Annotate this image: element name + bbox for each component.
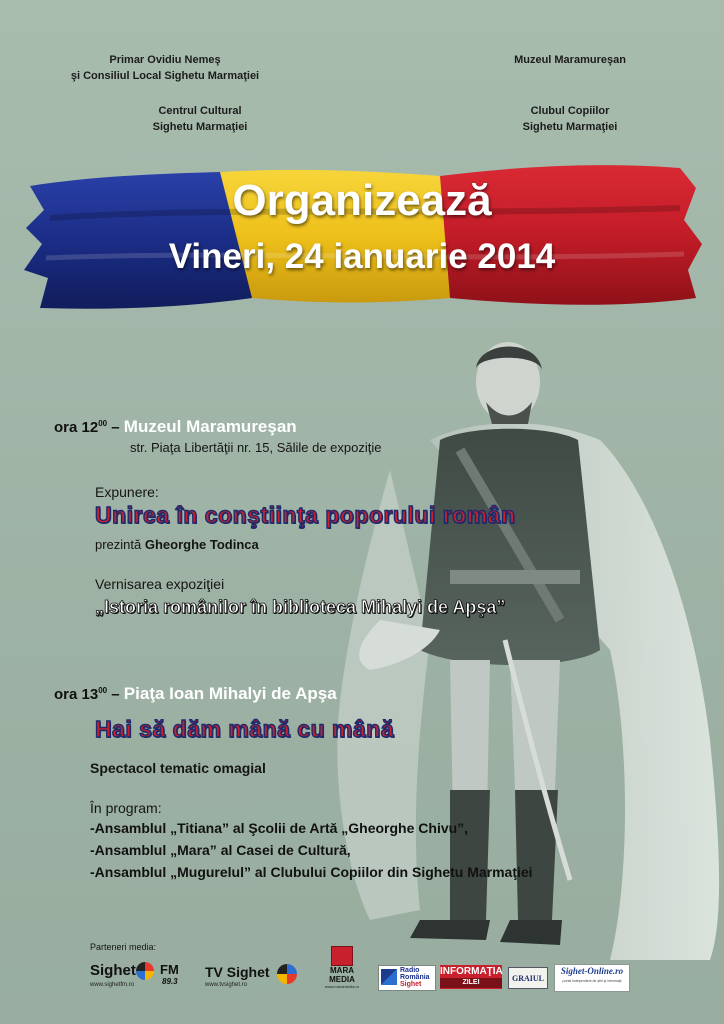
event1-vernisaj-label: Vernisarea expoziţiei bbox=[95, 576, 225, 592]
organizer-cultural-line2: Sighetu Marmaţiei bbox=[152, 121, 248, 133]
radio-romania-line1: Radio bbox=[400, 967, 420, 974]
tv-sighet-name: TV Sighet bbox=[205, 964, 270, 980]
event1-address: str. Piaţa Libertăţii nr. 15, Sălile de expoziţie bbox=[130, 440, 382, 455]
sighet-fm-name: Sighet bbox=[90, 962, 136, 979]
mara-media-logo bbox=[322, 946, 362, 992]
event1-expo-label: Expunere: bbox=[95, 484, 159, 500]
sighet-online-name: Sighet-Online.ro bbox=[560, 966, 624, 976]
event2-time bbox=[54, 684, 337, 704]
event2-dash: – bbox=[107, 686, 124, 703]
sighet-fm-icon bbox=[136, 962, 154, 980]
event1-expo-title: Unirea în conştiinţa poporului român bbox=[95, 502, 516, 528]
radio-romania-logo bbox=[378, 965, 436, 991]
informatia-line1: INFORMAŢIA bbox=[440, 966, 503, 977]
organizer-club-line2: Sighetu Marmaţiei bbox=[522, 121, 618, 133]
sighet-fm-url: www.sighetfm.ro bbox=[90, 982, 135, 988]
organizer-mayor bbox=[40, 52, 290, 84]
radio-romania-line3: Sighet bbox=[400, 981, 422, 988]
partners-label: Parteneri media: bbox=[90, 942, 157, 952]
organizer-museum bbox=[480, 52, 660, 68]
organizer-childrens-club bbox=[480, 103, 660, 135]
organizer-club-line1: Clubul Copiilor bbox=[530, 105, 610, 117]
sighet-fm-freq: 89.3 bbox=[162, 977, 178, 986]
organizer-museum-line: Muzeul Maramureşan bbox=[514, 54, 626, 66]
event1-time-sup: 00 bbox=[98, 419, 108, 428]
event2-time-prefix: ora 13 bbox=[54, 686, 99, 703]
event1-vernisaj-title: „Istoria românilor în biblioteca Mihalyi de Apşa” bbox=[95, 597, 506, 617]
event2-place: Piaţa Ioan Mihalyi de Apşa bbox=[123, 684, 337, 703]
mara-media-line2: MEDIA bbox=[329, 975, 355, 984]
event1-presenter: Gheorghe Todinca bbox=[144, 537, 259, 552]
organizer-cultural-line1: Centrul Cultural bbox=[158, 105, 242, 117]
sighet-online-tag: portal independent de ştiri şi informaţii bbox=[562, 979, 622, 983]
mara-media-icon bbox=[331, 946, 353, 966]
graiul-name: GRAIUL bbox=[511, 974, 544, 983]
event1-presenter-prefix: prezintă bbox=[95, 537, 145, 552]
mara-media-url: www.maramedia.ro bbox=[324, 984, 360, 989]
tv-sighet-url: www.tvsighet.ro bbox=[205, 982, 248, 988]
program-item: -Ansamblul „Mugurelul” al Clubului Copiilor din Sighetu Marmaţiei bbox=[90, 864, 533, 880]
event1-time bbox=[54, 417, 297, 437]
event2-time-sup: 00 bbox=[98, 686, 108, 695]
informatia-line2: ZILEI bbox=[440, 978, 502, 988]
organizer-mayor-line2: şi Consiliul Local Sighetu Marmaţiei bbox=[70, 70, 260, 82]
radio-romania-icon bbox=[381, 969, 397, 985]
event1-time-prefix: ora 12 bbox=[54, 419, 99, 436]
program-item: -Ansamblul „Mara” al Casei de Cultură, bbox=[90, 842, 351, 858]
graiul-logo bbox=[508, 967, 548, 989]
sighet-fm-fm: FM bbox=[160, 962, 179, 977]
sighet-fm-logo bbox=[90, 962, 190, 992]
tv-sighet-logo bbox=[205, 964, 305, 992]
event2-title: Hai să dăm mână cu mână bbox=[95, 716, 395, 742]
mara-media-line1: MARA bbox=[330, 966, 354, 975]
event2-program-label: În program: bbox=[90, 800, 162, 816]
tv-sighet-icon bbox=[277, 964, 297, 984]
event1-dash: – bbox=[107, 419, 124, 436]
organizer-mayor-line1: Primar Ovidiu Nemeş bbox=[109, 54, 221, 66]
banner-date: Vineri, 24 ianuarie 2014 bbox=[168, 237, 556, 276]
banner-title: Organizează bbox=[232, 176, 492, 225]
informatia-zilei-logo bbox=[440, 965, 502, 989]
radio-romania-line2: România bbox=[400, 974, 430, 981]
event1-presenter-line bbox=[95, 537, 259, 552]
event2-subtitle: Spectacol tematic omagial bbox=[90, 760, 266, 776]
organizer-cultural-center bbox=[100, 103, 300, 135]
event1-place: Muzeul Maramureşan bbox=[123, 417, 297, 436]
program-item: -Ansamblul „Titiana” al Şcolii de Artă „Gheorghe Chivu”, bbox=[90, 820, 469, 836]
sighet-online-logo bbox=[554, 964, 630, 992]
